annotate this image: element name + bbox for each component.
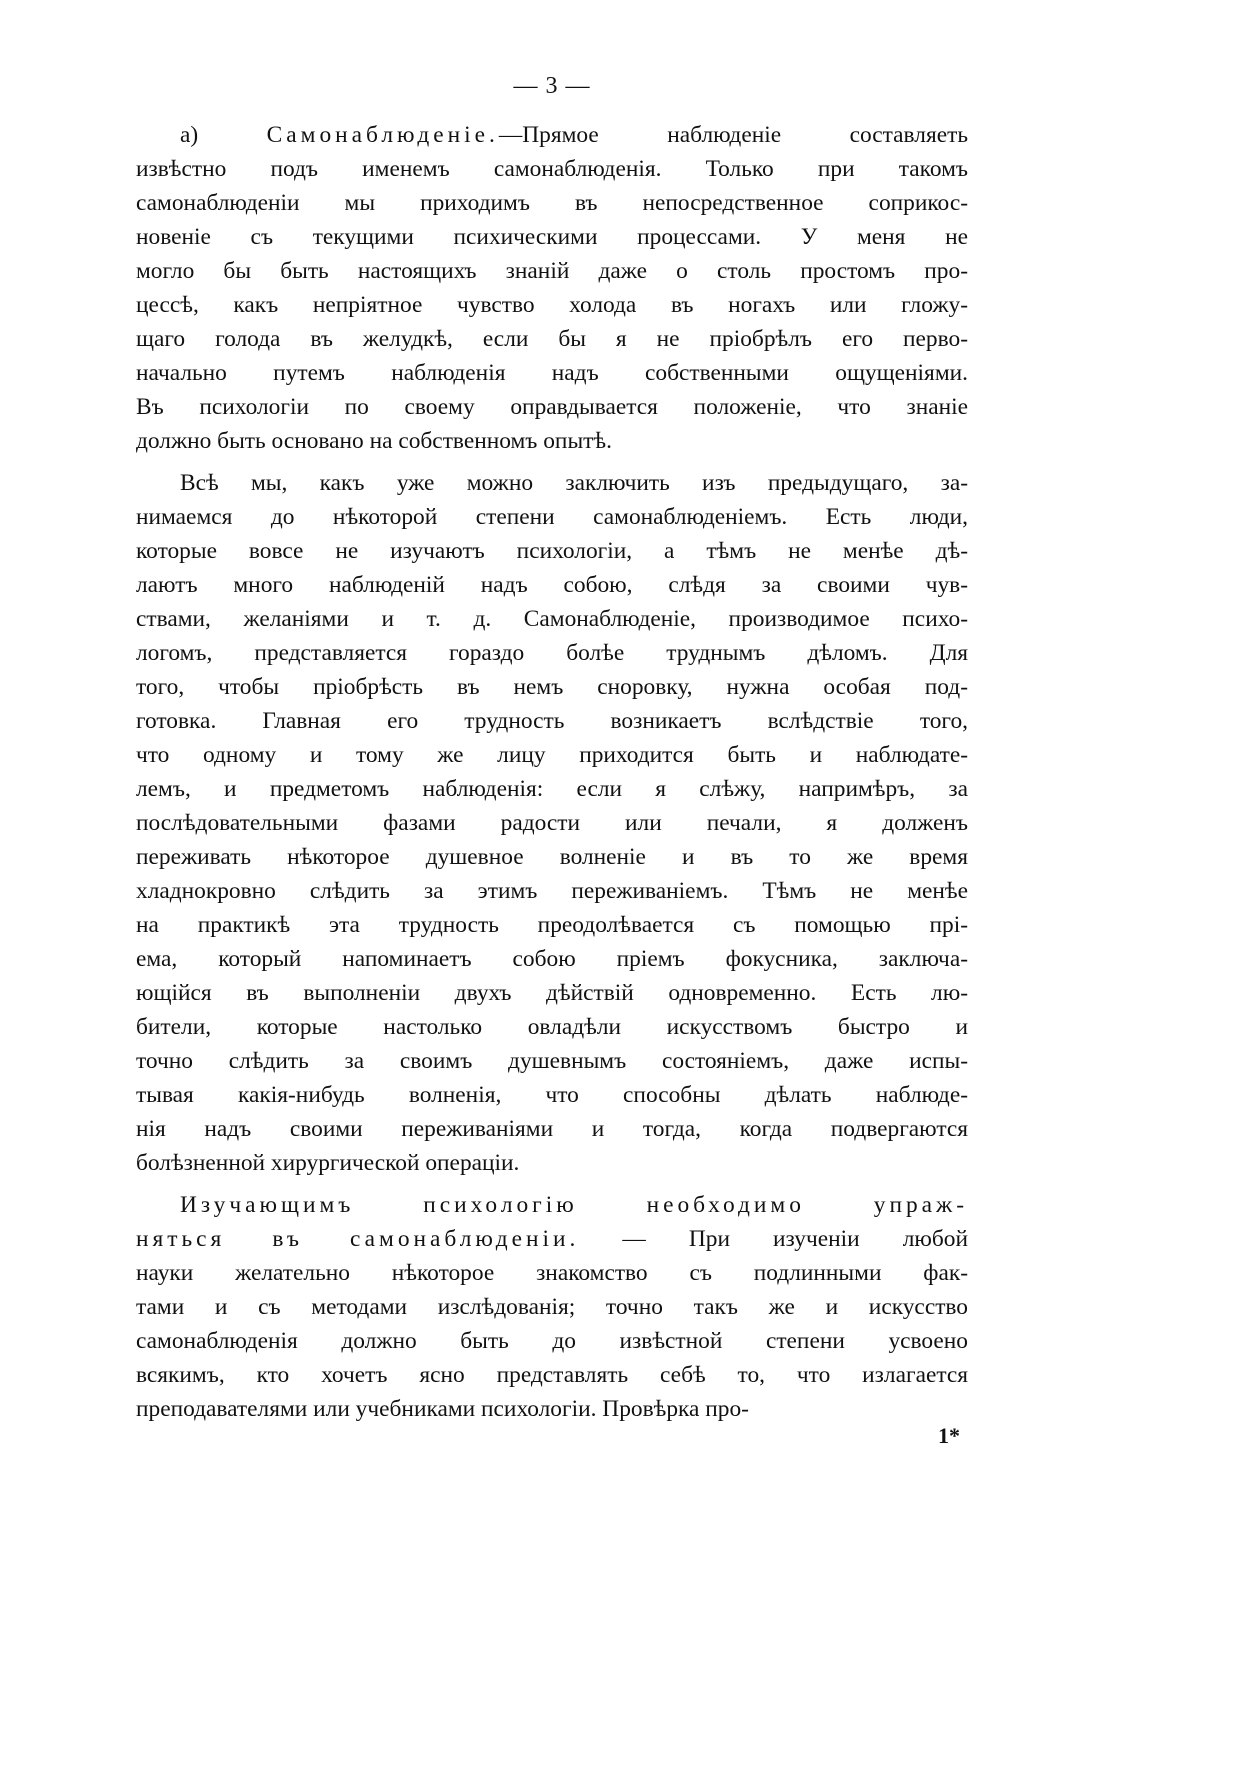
- body-text: на практикѣ эта трудность преодолѣвается съ помощью прі-: [136, 912, 968, 938]
- body-text: тывая какія-нибудь волненія, что способны дѣлать наблюде-: [136, 1082, 968, 1108]
- text-line: [136, 840, 968, 874]
- body-text: преподавателями или учебниками психологіи. Провѣрка про-: [136, 1396, 749, 1422]
- text-line: [136, 288, 968, 322]
- body-text: лемъ, и предметомъ наблюденія: если я слѣжу, напримѣръ, за: [136, 776, 968, 802]
- body-text: Въ психологіи по своему оправдывается положеніе, что знаніе: [136, 394, 968, 420]
- text-line: [136, 602, 968, 636]
- text-line: [136, 466, 968, 500]
- paragraph: [136, 118, 968, 458]
- text-line: [136, 806, 968, 840]
- paragraph: [136, 1188, 968, 1426]
- body-text: нія надъ своими переживаніями и тогда, когда подвергаются: [136, 1116, 968, 1142]
- text-line: [136, 874, 968, 908]
- body-text: ствами, желаніями и т. д. Самонаблюденіе, производимое психо-: [136, 606, 968, 632]
- text-line: [136, 500, 968, 534]
- text-line: [136, 220, 968, 254]
- paragraph: [136, 466, 968, 1180]
- body-text: хладнокровно слѣдить за этимъ переживаніемъ. Тѣмъ не менѣе: [136, 878, 968, 904]
- text-line: [136, 424, 968, 458]
- text-line: [136, 118, 968, 152]
- text-line: [136, 534, 968, 568]
- text-line: [136, 390, 968, 424]
- body-text: самонаблюденіи мы приходимъ въ непосредственное соприкос-: [136, 190, 968, 216]
- text-line: [136, 704, 968, 738]
- text-line: [136, 1112, 968, 1146]
- body-text: бители, которые настолько овладѣли искусствомъ быстро и: [136, 1014, 968, 1040]
- text-line: [136, 1358, 968, 1392]
- body-text: щаго голода въ желудкѣ, если бы я не пріобрѣлъ его перво-: [136, 326, 968, 352]
- body-text: — При изученіи любой: [579, 1226, 968, 1252]
- signature-mark: 1*: [938, 1423, 960, 1448]
- body-text: которые вовсе не изучаютъ психологіи, а тѣмъ не менѣе дѣ-: [136, 538, 968, 564]
- body-text: что одному и тому же лицу приходится быть и наблюдате-: [136, 742, 968, 768]
- text-line: [136, 942, 968, 976]
- text-line: [136, 1392, 968, 1426]
- body-text: извѣстно подъ именемъ самонаблюденія. Только при такомъ: [136, 156, 968, 182]
- text-line: [136, 186, 968, 220]
- text-line: [136, 254, 968, 288]
- body-text: послѣдовательными фазами радости или печали, я долженъ: [136, 810, 968, 836]
- body-text: Всѣ мы, какъ уже можно заключить изъ предыдущаго, за-: [180, 470, 968, 496]
- body-text: цессѣ, какъ непріятное чувство холода въ ногахъ или гложу-: [136, 292, 968, 318]
- text-line: [136, 1044, 968, 1078]
- page-body: [136, 118, 968, 1426]
- text-line: [136, 152, 968, 186]
- spaced-heading-text: Изучающимъ психологію необходимо упраж-: [180, 1192, 968, 1218]
- body-text: новеніе съ текущими психическими процессами. У меня не: [136, 224, 968, 250]
- text-line: [136, 1290, 968, 1324]
- text-line: [136, 976, 968, 1010]
- body-text: нимаемся до нѣкоторой степени самонаблюденіемъ. Есть люди,: [136, 504, 968, 530]
- text-line: [136, 1010, 968, 1044]
- text-line: [136, 1078, 968, 1112]
- text-line: [136, 1324, 968, 1358]
- body-text: болѣзненной хирургической операціи.: [136, 1150, 520, 1176]
- body-text: логомъ, представляется гораздо болѣе труднымъ дѣломъ. Для: [136, 640, 968, 666]
- body-text: должно быть основано на собственномъ опытѣ.: [136, 428, 612, 454]
- spaced-heading-text: Самонаблюденіе.: [266, 122, 499, 148]
- body-text: могло бы быть настоящихъ знаній даже о столь простомъ про-: [136, 258, 968, 284]
- text-line: [136, 908, 968, 942]
- body-text: начально путемъ наблюденія надъ собственными ощущеніями.: [136, 360, 968, 386]
- text-line: [136, 636, 968, 670]
- text-line: [136, 1222, 968, 1256]
- body-text: точно слѣдить за своимъ душевнымъ состояніемъ, даже испы-: [136, 1048, 968, 1074]
- body-text: тами и съ методами изслѣдованія; точно такъ же и искусство: [136, 1294, 968, 1320]
- text-line: [136, 738, 968, 772]
- text-line: [136, 1188, 968, 1222]
- body-text: лаютъ много наблюденій надъ собою, слѣдя за своими чув-: [136, 572, 968, 598]
- text-line: [136, 1256, 968, 1290]
- text-line: [136, 356, 968, 390]
- body-text: —Прямое наблюденіе составляеть: [498, 122, 968, 148]
- text-line: [136, 322, 968, 356]
- body-text: готовка. Главная его трудность возникаетъ вслѣдствіе того,: [136, 708, 968, 734]
- body-text: ющійся въ выполненіи двухъ дѣйствій одновременно. Есть лю-: [136, 980, 968, 1006]
- text-line: [136, 670, 968, 704]
- spaced-heading-text: няться въ самонаблюденіи.: [136, 1226, 580, 1252]
- body-text: того, чтобы пріобрѣсть въ немъ сноровку, нужна особая под-: [136, 674, 968, 700]
- text-line: [136, 1146, 968, 1180]
- text-line: [136, 568, 968, 602]
- body-text: ема, который напоминаетъ собою пріемъ фокусника, заключа-: [136, 946, 968, 972]
- body-text: переживать нѣкоторое душевное волненіе и въ то же время: [136, 844, 968, 870]
- body-text: науки желательно нѣкоторое знакомство съ подлинными фак-: [136, 1260, 968, 1286]
- text-line: [136, 772, 968, 806]
- body-text: а): [180, 122, 267, 148]
- body-text: самонаблюденія должно быть до извѣстной степени усвоено: [136, 1328, 968, 1354]
- body-text: всякимъ, кто хочетъ ясно представлять себѣ то, что излагается: [136, 1362, 968, 1388]
- page-number: — 3 —: [513, 73, 591, 99]
